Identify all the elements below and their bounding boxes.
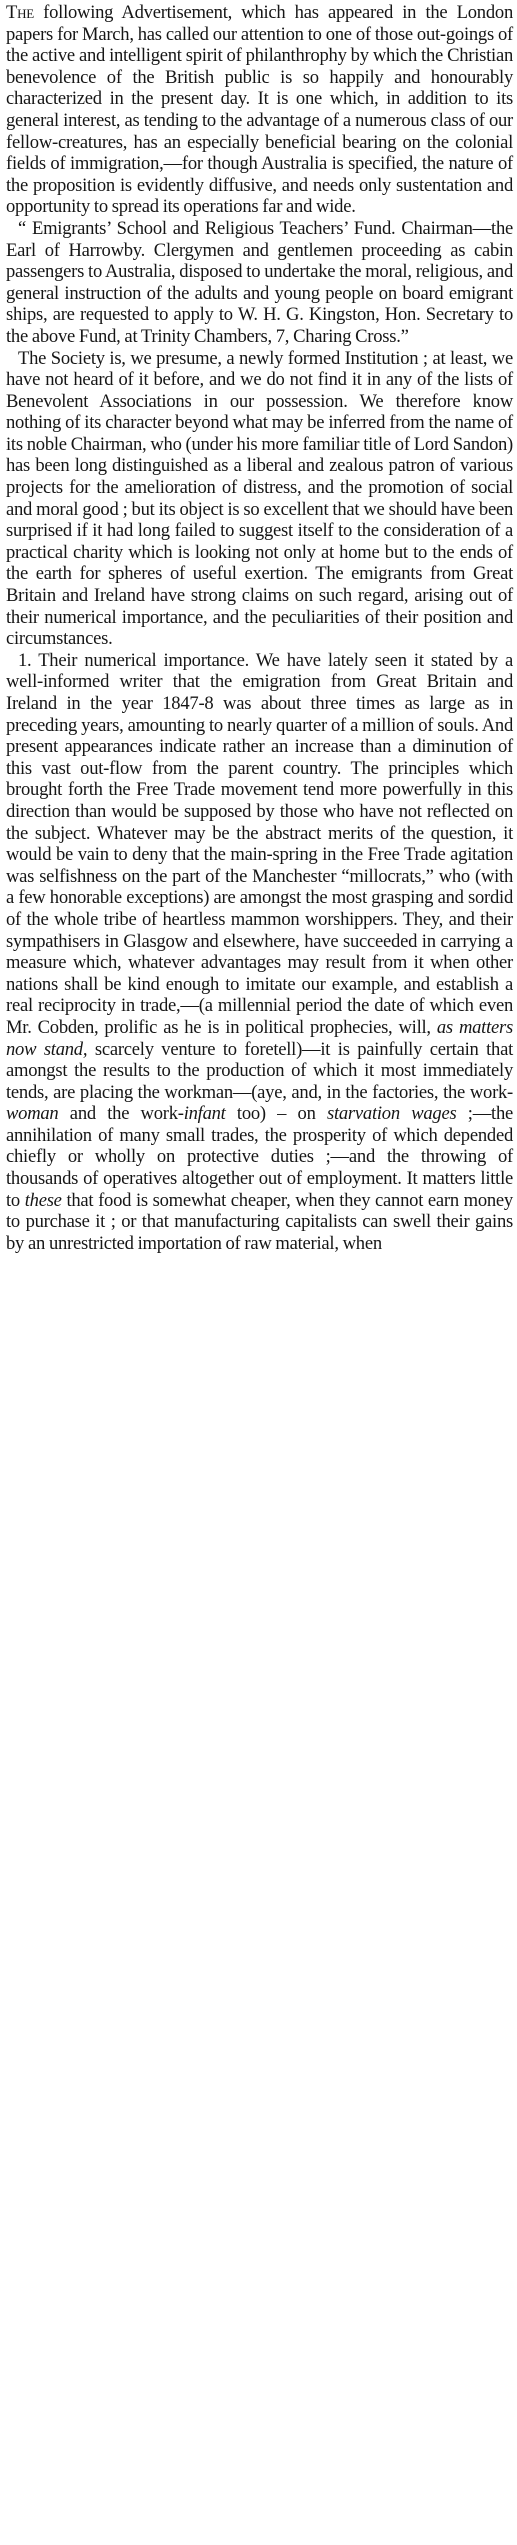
italic-run: these [24, 1189, 62, 1211]
paragraph-intro-text: following Advertisement, which has appeared in the London papers for March, has called our attention to one of those out-goings of the active and intelligent spirit of philanthrophy by which the Christian benevolence of the British public is so happily and honourably characterized in the present day. It is one which, in addition to its general interest, as tending to the advantage of a numerous class of our fellow-creatures, has an especially beneficial bearing on the colonial fields of immigration,—for though Australia is specified, the nature of the proposition is evidently diffusive, and needs only sustentation and opportunity to spread its operations far and wide. [6, 2, 513, 218]
paragraph-society: The Society is, we presume, a newly formed Institution ; at least, we have not heard of it before, and we do not find it in any of the lists of Benevolent Associations in our possession. We therefore know nothing of its character beyond what may be inferred from the name of its noble Chairman, who (under his more familiar title of Lord Sandon) has been long distinguished as a liberal and zealous patron of various projects for the amelioration of distress, and the promotion of social and moral good ; but its object is so excellent that we should have been surprised if it had long failed to suggest itself to the consideration of a practical charity which is looking not only at home but to the ends of the earth for spheres of useful exertion. The emigrants from Great Britain and Ireland have strong claims on such regard, arising out of their numerical importance, and the peculiarities of their position and circumstances. [6, 347, 513, 650]
text-run: that food is somewhat cheaper, when they cannot earn money to purchase it ; or that manufacturing capitalists can swell their gains by an unrestricted importation of raw material, when [6, 1189, 513, 1254]
text-run: scarcely venture to foretell)—it is painfully certain that amongst the results to the production of which it most immediately tends, are placing the workman—(aye, and, in the factories, the work- [6, 1038, 513, 1103]
italic-run: infant [183, 1103, 226, 1125]
drop-lead-word: The [6, 2, 34, 23]
text-run: and the work- [58, 1103, 184, 1125]
advertisement-quote: “ Emigrants’ School and Religious Teachers’ Fund. Chairman—the Earl of Harrowby. Clergymen and gentlemen proceeding as cabin passengers to Australia, disposed to undertake the moral, religious, and general instruction of the adults and young people on board emigrant ships, are requested to apply to W. H. G. Kingston, Hon. Secretary to the above Fund, at Trinity Chambers, 7, Charing Cross.” [6, 217, 513, 347]
text-run: too) – on [225, 1103, 327, 1125]
article-column [6, 0, 513, 1254]
italic-run: woman [6, 1103, 59, 1125]
italic-run: starvation wages [326, 1103, 457, 1125]
paragraph-intro [6, 2, 513, 218]
text-run: 1. Their numerical importance. We have lately seen it stated by a well-informed writer that the emigration from Great Britain and Ireland in the year 1847-8 was about three times as large as in preceding years, amounting to nearly quarter of a million of souls. And present appearances indicate rather an increase than a diminution of this vast out-flow from the parent country. The principles which brought forth the Free Trade movement tend more powerfully in this direction than would be supposed by those who have not reflected on the subject. Whatever may be the abstract merits of the question, it would be vain to deny that the main-spring in the Free Trade agitation was selfishness on the part of the Manchester “millocrats,” who (with a few honorable exceptions) are amongst the most grasping and sordid of the whole tribe of heartless mammon worshippers. They, and their sympathisers in Glasgow and elsewhere, have succeeded in carrying a measure which, whatever advantages may result from it when other nations shall be kind enough to imitate our example, and establish a real reciprocity in trade,—(a millennial period the date of which even Mr. Cobden, prolific as he is in political prophecies, will, [6, 649, 513, 1038]
italic-run: as matters now stand, [6, 1016, 513, 1060]
text-run: ;—the annihilation of many small trades, the prosperity of which depended chiefly or wholly on protective duties ;—and the throwing of thousands of operatives altogether out of employment. It matters little to [6, 1103, 514, 1211]
paragraph-numerical-importance [6, 650, 513, 1255]
